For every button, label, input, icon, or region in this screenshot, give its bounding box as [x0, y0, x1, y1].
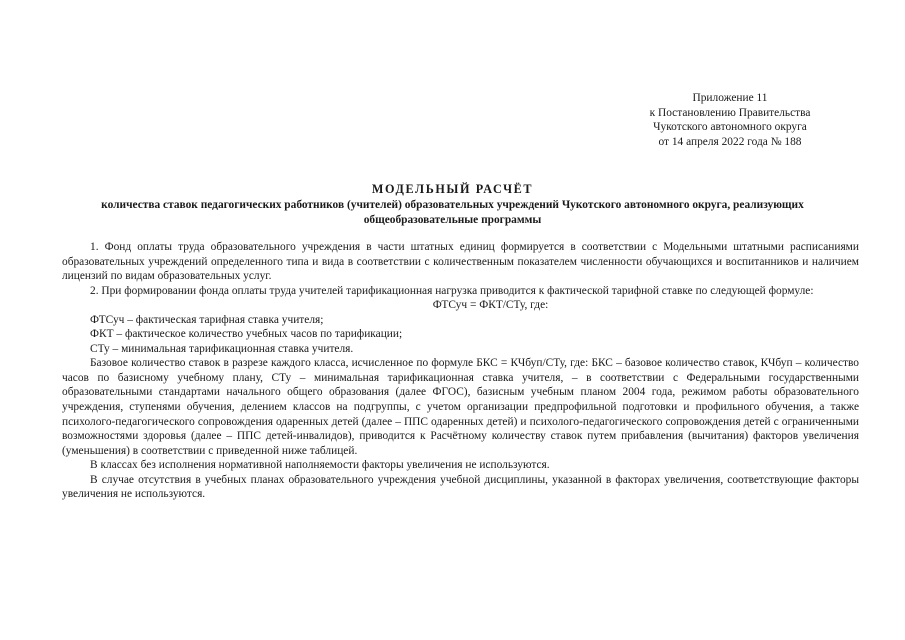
definition-fkt: ФКТ – фактическое количество учебных часов по тарификации;: [90, 328, 403, 341]
appendix-line-1: Приложение 11: [692, 92, 768, 104]
appendix-line-4: от 14 апреля 2022 года № 188: [658, 135, 802, 148]
document-title: МОДЕЛЬНЫЙ РАСЧЁТ: [371, 182, 534, 196]
document-body: [62, 240, 859, 502]
appendix-block: [600, 91, 860, 149]
paragraph-3: Базовое количество ставок в разрезе каждого класса, исчисленное по формуле БКС = КЧбуп/СТу, где: БКС – базовое количество ставок, КЧбуп – количество часов по базисному учебному плану, СТу – минимальная тарификационная ставка учителя, – в соответствии с Федеральными государственными образовательными стандартами начального общего образования (далее ФГОС), базисным учебным планом 2004 года, режимом работы образовательного учреждения, ступенями обучения, делением классов на подгруппы, с учетом организации предпрофильной подготовки и профильного обучения, а также психолого-педагогического сопровождения одаренных детей (далее – ППС одаренных детей) и психолого-педагогического сопровождения детей с ограниченными возможностями здоровья (далее – ППС детей-инвалидов), приводится к Расчётному количеству ставок путем прибавления (вычитания) факторов увеличения (уменьшения) в соответствии с приведенной ниже таблицей.: [62, 357, 859, 457]
paragraph-4: В классах без исполнения нормативной наполняемости факторы увеличения не используются.: [90, 459, 550, 472]
appendix-line-3: Чукотского автономного округа: [653, 121, 807, 134]
paragraph-5: В случае отсутствия в учебных планах образовательного учреждения учебной дисциплины, указанной в факторах увеличения, соответствующие факторы увеличения не используются.: [62, 473, 859, 501]
definition-ftsuch: ФТСуч – фактическая тарифная ставка учителя;: [90, 313, 324, 326]
definition-stu: СТу – минимальная тарификационная ставка учителя.: [90, 342, 354, 355]
paragraph-2: 2. При формировании фонда оплаты труда учителей тарификационная нагрузка приводится к фактической тарифной ставке по следующей формуле:: [90, 284, 814, 297]
formula: ФТСуч = ФКТ/СТу, где:: [432, 299, 549, 312]
paragraph-1: 1. Фонд оплаты труда образовательного учреждения в части штатных единиц формируется в соответствии с Модельными штатными расписаниями образовательных учреждений определенного типа и вида в соответствии с количественным показателем численности обучающихся и воспитанников и наличием лицензий по видам образовательных услуг.: [62, 241, 859, 283]
appendix-line-2: к Постановлению Правительства: [649, 106, 811, 119]
document-subtitle: количества ставок педагогических работников (учителей) образовательных учреждений Чукотского автономного округа, реализующих общеобразовательные программы: [101, 199, 804, 226]
